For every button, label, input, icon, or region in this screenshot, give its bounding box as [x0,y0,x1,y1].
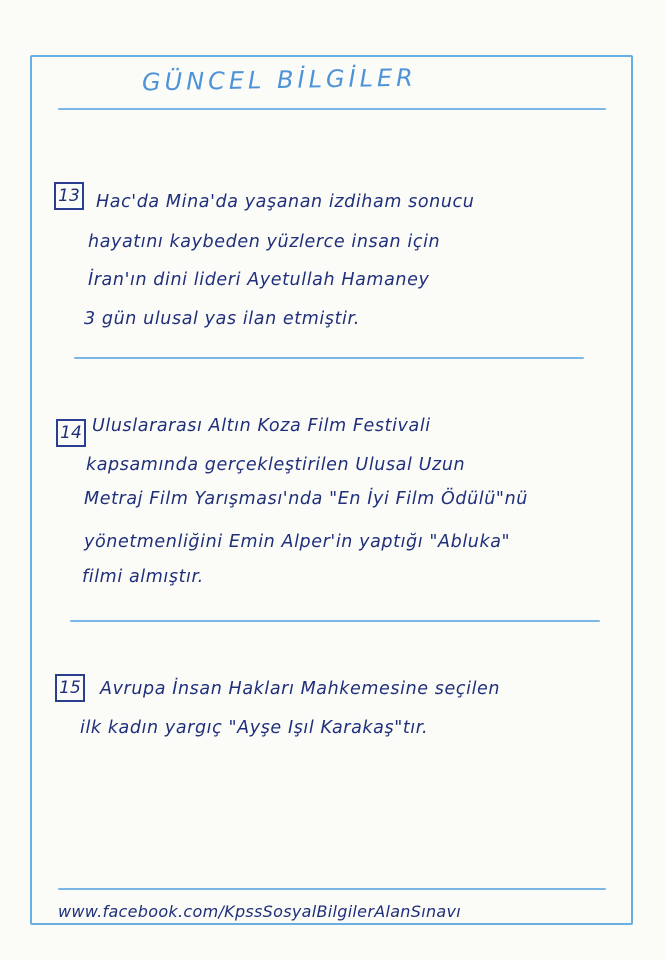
item-text-line: Avrupa İnsan Hakları Mahkemesine seçilen [100,679,501,699]
section-divider [74,357,584,359]
item-text-line: yönetmenliğini Emin Alper'in yaptığı "Abluka" [84,532,511,552]
section-divider [70,620,600,622]
item-text-line: Uluslararası Altın Koza Film Festivali [92,416,431,436]
item-text-line: hayatını kaybeden yüzlerce insan için [88,232,441,252]
item-text-line: kapsamında gerçekleştirilen Ulusal Uzun [86,455,466,475]
item-text-line: Metraj Film Yarışması'nda "En İyi Film Ödülü"nü [84,489,528,509]
item-number-box: 13 [54,182,84,210]
title-divider [58,108,606,110]
item-text-line: Hac'da Mina'da yaşanan izdiham sonucu [96,192,475,212]
item-text-line: İran'ın dini lideri Ayetullah Hamaney [88,270,430,290]
footer-url: www.facebook.com/KpssSosyalBilgilerAlanSınavı [58,902,461,921]
item-text-line: ilk kadın yargıç "Ayşe Işıl Karakaş"tır. [80,718,429,738]
item-text-line: filmi almıştır. [82,567,204,587]
item-number-box: 14 [56,419,86,447]
item-text-line: 3 gün ulusal yas ilan etmiştir. [84,309,360,329]
footer-divider [58,888,606,890]
item-number-box: 15 [55,674,85,702]
page-title: GÜNCEL BİLGİLER [141,63,418,97]
